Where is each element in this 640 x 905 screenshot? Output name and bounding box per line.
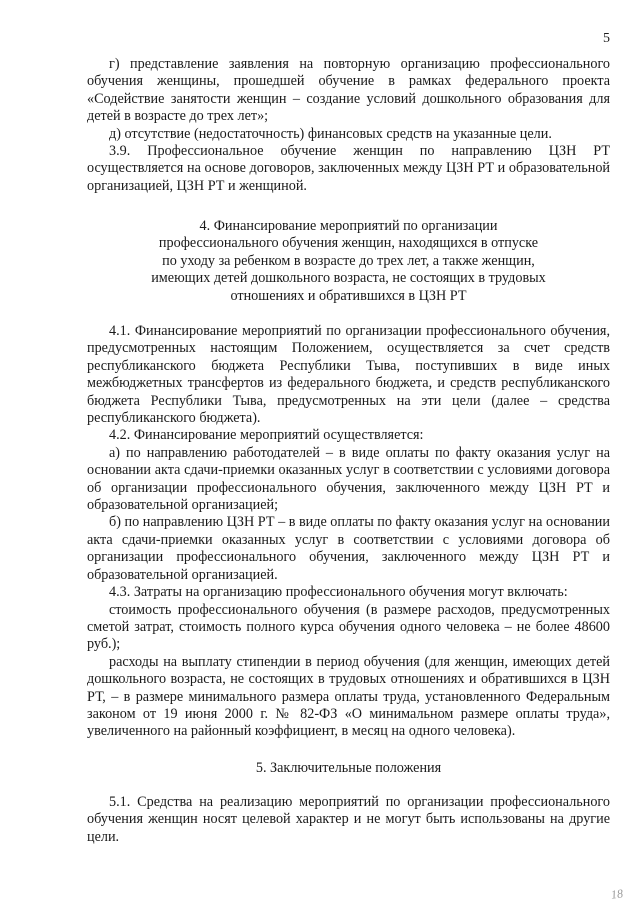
corner-handwritten-mark: 18	[609, 886, 624, 902]
paragraph-4-2-b: б) по направлению ЦЗН РТ – в виде оплаты по факту оказания услуг на основании акта сдачи-приемки оказанных услуг в соответствии с условиями договора об организации профессионального обучения, заключенного между ЦЗН РТ и образовательной организацией.	[87, 514, 610, 583]
section-4-heading-line: 4. Финансирование мероприятий по организации	[199, 218, 498, 234]
paragraph-5-1: 5.1. Средства на реализацию мероприятий по организации профессионального обучения женщин носят целевой характер и не могут быть использованы на другие цели.	[87, 794, 610, 845]
section-4-heading-line: имеющих детей дошкольного возраста, не состоящих в трудовых	[151, 270, 546, 287]
paragraph-3-9: 3.9. Профессиональное обучение женщин по направлению ЦЗН РТ осуществляется на основе договоров, заключенных между ЦЗН РТ и образовательной организацией, ЦЗН РТ и женщиной.	[87, 143, 610, 194]
paragraph-item-d: д) отсутствие (недостаточность) финансовых средств на указанные цели.	[109, 125, 552, 142]
paragraph-4-3: 4.3. Затраты на организацию профессионального обучения могут включать:	[109, 584, 568, 601]
section-4-heading-line: профессионального обучения женщин, находящихся в отпуске	[158, 235, 539, 252]
section-5-heading: 5. Заключительные положения	[255, 760, 442, 776]
section-4-body	[87, 323, 610, 741]
section-4-heading-line: по уходу за ребенком в возрасте до трех лет, а также женщин,	[162, 252, 535, 269]
section-5-body	[87, 794, 610, 846]
paragraph-4-3-cost: стоимость профессионального обучения (в размере расходов, предусмотренных сметой затрат, стоимость полного курса обучения одного человека – не более 48600 руб.);	[87, 601, 610, 653]
section-4-heading-line: отношениях и обратившихся в ЦЗН РТ	[230, 287, 467, 304]
paragraph-4-1: 4.1. Финансирование мероприятий по организации профессионального обучения, предусмотренных настоящим Положением, осуществляется за счет средств республиканского бюджета Республики Тыва, поступивших в виде иных межбюджетных трансфертов из федерального бюджета, и средств республиканского бюджета Республики Тыва, предусмотренных на эти цели (далее – средства республиканского бюджета).	[87, 323, 610, 427]
paragraph-4-2: 4.2. Финансирование мероприятий осуществляется:	[109, 427, 424, 444]
continuation-block	[87, 56, 610, 195]
section-4-heading	[87, 218, 610, 305]
paragraph-4-3-stipend: расходы на выплату стипендии в период обучения (для женщин, имеющих детей дошкольного возраста, не состоящих в трудовых отношениях и обратившихся в ЦЗН РТ, – в размере минимального размера оплаты труда, установленного Федеральным законом от 19 июня 2000 г. № 82-ФЗ «О минимальном размере оплаты труда», увеличенного на районный коэффициент, в месяц на одного человека).	[87, 653, 610, 740]
paragraph-4-2-a: а) по направлению работодателей – в виде оплаты по факту оказания услуг на основании акта сдачи-приемки оказанных услуг в соответствии с условиями договора об организации профессионального обучения, заключенного между ЦЗН РТ и образовательной организацией;	[87, 444, 610, 514]
paragraph-item-g: г) представление заявления на повторную организацию профессионального обучения женщины, прошедшей обучение в рамках федерального проекта «Содействие занятости женщин – создание условий дошкольного образования для детей в возрасте до трех лет»;	[87, 56, 610, 125]
page-number: 5	[603, 31, 610, 46]
